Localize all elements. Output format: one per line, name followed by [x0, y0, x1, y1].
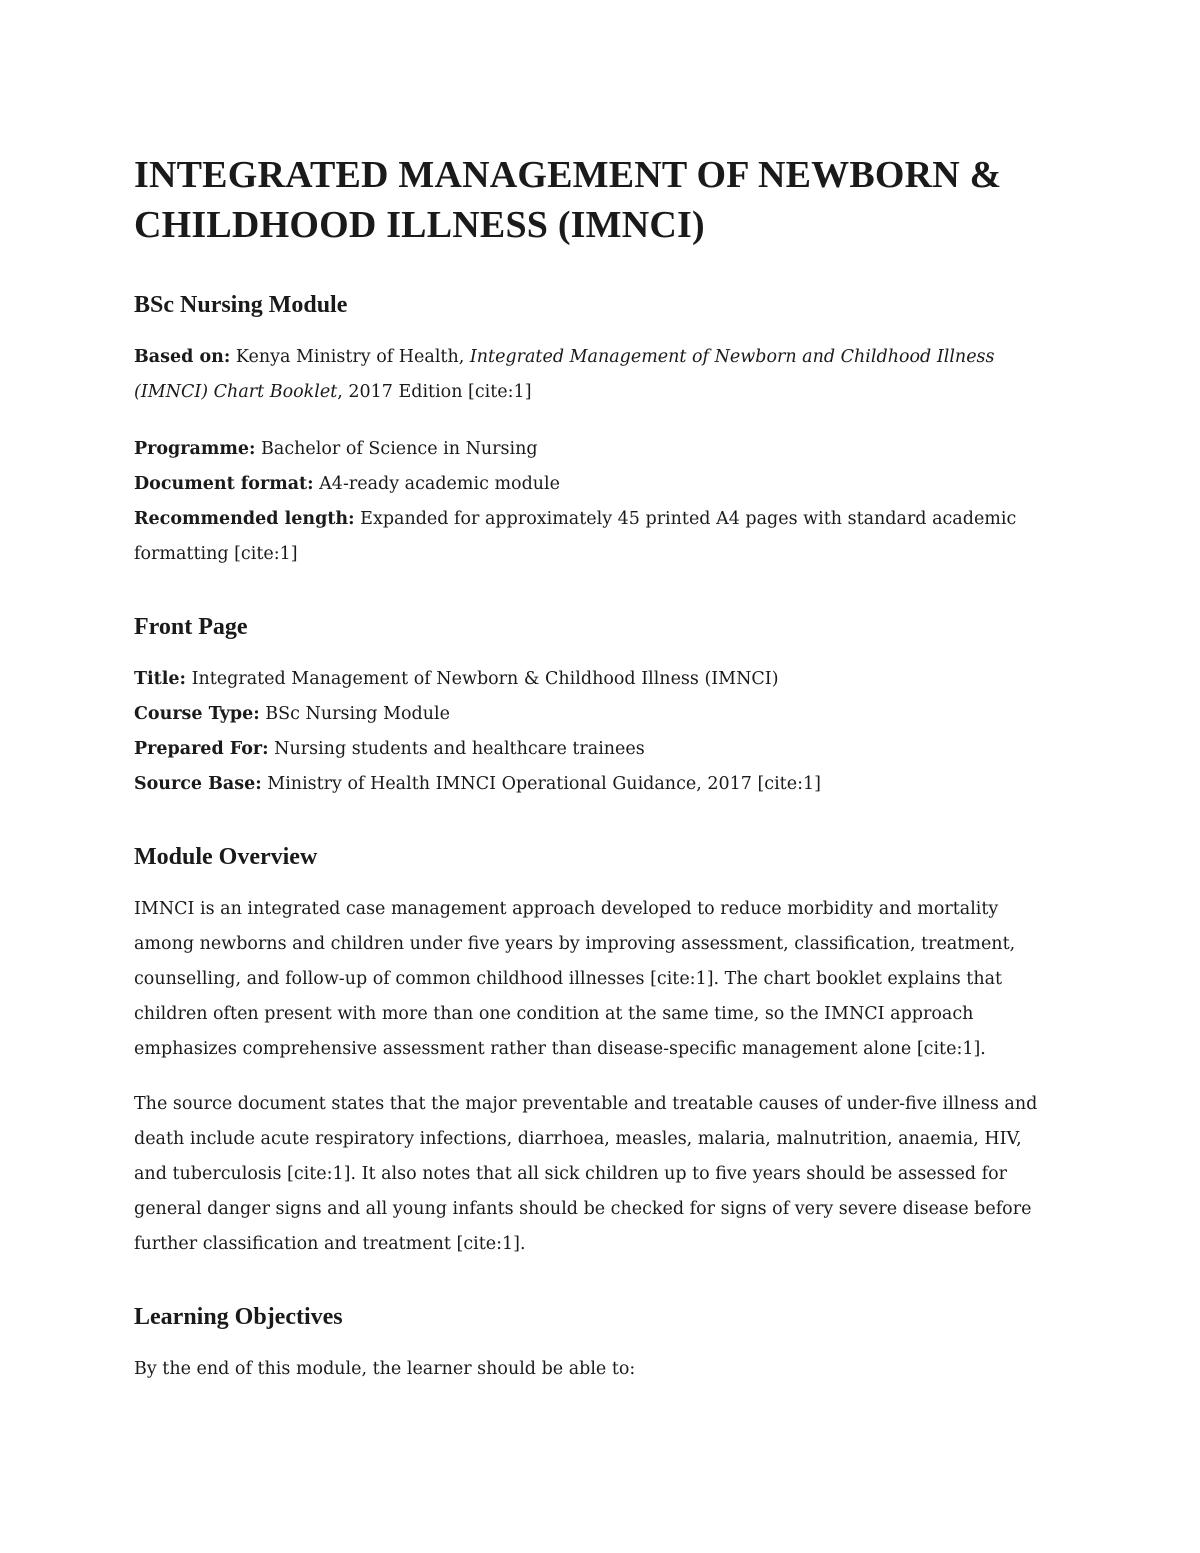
front-page-list [134, 662, 1050, 802]
info-value: A4-ready academic module [313, 474, 561, 494]
item-label: Prepared For: [134, 739, 269, 759]
front-page-item-source-base [134, 767, 1050, 802]
item-value: BSc Nursing Module [259, 704, 450, 724]
module-overview-section [134, 842, 1050, 1262]
info-label: Recommended length: [134, 509, 355, 529]
item-value: Nursing students and healthcare trainees [268, 739, 645, 759]
document-title: INTEGRATED MANAGEMENT OF NEWBORN & CHILDHOOD ILLNESS (IMNCI) [134, 154, 1002, 246]
item-value: Integrated Management of Newborn & Childhood Illness (IMNCI) [186, 669, 779, 689]
info-value: Bachelor of Science in Nursing [255, 439, 538, 459]
front-page-item-prepared-for [134, 732, 1050, 767]
learning-objectives-section [134, 1302, 1050, 1387]
info-value: Expanded for approximately 45 printed A4 pages with standard academic formatting [cite:1] [134, 509, 1017, 564]
overview-paragraph: The source document states that the major preventable and treatable causes of under-five illness and death include acute respiratory infections, diarrhoea, measles, malaria, malnutrition, anaemia, HIV, and tuberculosis [cite:1]. It also notes that all sick children up to five years should be assessed for general danger signs and all young infants should be checked for signs of very severe disease before further classification and treatment [cite:1]. [134, 1094, 1038, 1254]
module-subtitle: BSc Nursing Module [134, 292, 348, 318]
module-overview-heading: Module Overview [134, 844, 318, 870]
based-on-pre: Kenya Ministry of Health, [230, 347, 470, 367]
item-label: Course Type: [134, 704, 260, 724]
overview-paragraph: IMNCI is an integrated case management approach developed to reduce morbidity and mortality among newborns and children under five years by improving assessment, classification, treatment, counselling, and follow-up of common childhood illnesses [cite:1]. The chart booklet explains that children often present with more than one condition at the same time, so the IMNCI approach emphasizes comprehensive assessment rather than disease-specific management alone [cite:1]. [134, 899, 1016, 1059]
info-label: Document format: [134, 474, 314, 494]
learning-objectives-intro: By the end of this module, the learner should be able to: [134, 1359, 636, 1379]
front-page-item-title [134, 662, 1050, 697]
item-label: Title: [134, 669, 186, 689]
info-recommended-length [134, 502, 1050, 572]
based-on-label: Based on: [134, 347, 231, 367]
info-programme [134, 432, 1050, 467]
item-label: Source Base: [134, 774, 262, 794]
based-on-post: , 2017 Edition [cite:1] [337, 382, 532, 402]
module-info [134, 432, 1050, 572]
info-label: Programme: [134, 439, 256, 459]
based-on-line [134, 340, 1050, 410]
info-document-format [134, 467, 1050, 502]
front-page-item-course-type [134, 697, 1050, 732]
front-page-section [134, 612, 1050, 802]
item-value: Ministry of Health IMNCI Operational Guidance, 2017 [cite:1] [261, 774, 821, 794]
learning-objectives-heading: Learning Objectives [134, 1304, 343, 1330]
front-page-heading: Front Page [134, 614, 248, 640]
based-on-booklet-title: Integrated Management of Newborn and Childhood Illness (IMNCI) Chart Booklet [134, 347, 995, 402]
